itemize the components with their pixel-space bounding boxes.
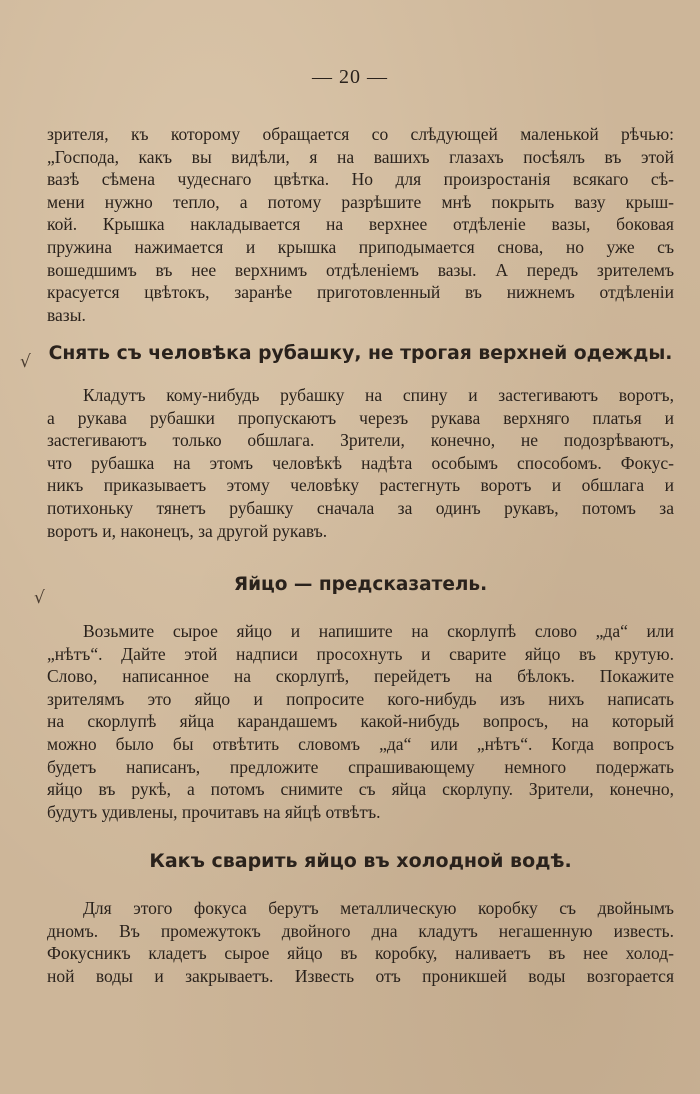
text-line: „Господа, какъ вы видѣли, я на вашихъ глазахъ посѣялъ въ этой	[47, 146, 674, 167]
text-line: будетъ написанъ, предложите спрашивающему немного подержать	[47, 756, 674, 777]
text-line: застегиваютъ только обшлага. Зрители, конечно, не подозрѣваютъ,	[47, 430, 674, 451]
text-line: зрителя, къ которому обращается со слѣдующей маленькой рѣчью:	[47, 124, 674, 144]
text-line: вазѣ сѣмена чудеснаго цвѣтка. Но для произростанія всякаго сѣ-	[47, 169, 674, 190]
text-line: вазы.	[47, 304, 86, 325]
text-line: ной воды и закрываетъ. Известь отъ проникшей воды возгорается	[47, 965, 674, 986]
text-line: никъ приказываетъ этому человѣку растегнуть воротъ и обшлага и	[47, 475, 674, 496]
text-line: будутъ удивлены, прочитавъ на яйцѣ отвѣтъ.	[47, 801, 381, 822]
section-heading-shirt: Снять съ человѣка рубашку, не трогая верхней одежды.	[48, 343, 673, 364]
margin-check-mark: √	[34, 588, 45, 608]
text-line: Фокусникъ кладетъ сырое яйцо въ коробку, наливаетъ въ нее холод-	[47, 943, 674, 964]
text-line: что рубашка на этомъ человѣкѣ надѣта особымъ способомъ. Фокус-	[47, 452, 674, 473]
paragraph-shirt-trick	[47, 384, 674, 542]
text-line: пружина нажимается и крышка приподымается снова, но уже съ	[47, 236, 674, 257]
text-line: потихоньку тянетъ рубашку сначала за одинъ рукавъ, потомъ за	[47, 497, 674, 518]
text-line: Для этого фокуса берутъ металлическую коробку съ двойнымъ	[83, 898, 674, 918]
text-line: Кладутъ кому-нибудь рубашку на спину и застегиваютъ воротъ,	[83, 385, 674, 405]
section-heading-egg-predictor: Яйцо — предсказатель.	[233, 574, 488, 595]
text-line: а рукава рубашки пропускаютъ черезъ рукава верхняго платья и	[47, 407, 674, 428]
section-heading-cold-water-egg: Какъ сварить яйцо въ холодной водѣ.	[149, 850, 572, 872]
text-line: на скорлупѣ яйца карандашемъ какой-нибудь вопросъ, на который	[47, 711, 674, 732]
text-line: Возьмите сырое яйцо и напишите на скорлупѣ слово „да“ или	[83, 621, 674, 641]
text-line: дномъ. Въ промежутокъ двойного дна кладутъ негашенную известь.	[47, 920, 674, 941]
text-line: вошедшимъ въ нее верхнимъ отдѣленіемъ вазы. А передъ зрителемъ	[47, 259, 674, 280]
text-line: мени нужно тепло, а потому разрѣшите мнѣ покрыть вазу крыш-	[47, 191, 674, 212]
paragraph-vase-trick-end	[47, 123, 674, 326]
text-line: кой. Крышка накладывается на верхнее отдѣленіе вазы, боковая	[47, 214, 674, 235]
page-number: — 20 —	[312, 66, 388, 88]
text-line: можно было бы отвѣтить словомъ „да“ или „нѣтъ“. Когда вопросъ	[47, 733, 674, 754]
text-line: Слово, написанное на скорлупѣ, перейдетъ на бѣлокъ. Покажите	[47, 666, 674, 687]
text-line: красуется цвѣтокъ, заранѣе приготовленный въ нижнемъ отдѣленіи	[47, 282, 674, 303]
margin-check-mark: √	[20, 352, 31, 372]
text-line: воротъ и, наконецъ, за другой рукавъ.	[47, 520, 328, 541]
paragraph-egg-predictor	[47, 620, 674, 823]
paragraph-cold-water-egg	[47, 897, 674, 987]
text-line: зрителямъ это яйцо и попросите кого-нибудь изъ нихъ написать	[47, 688, 674, 709]
text-line: яйцо въ рукѣ, а потомъ снимите съ яйца скорлупу. Зрители, конечно,	[47, 779, 674, 800]
text-line: „нѣтъ“. Дайте этой надписи просохнуть и сварите яйцо въ крутую.	[47, 643, 674, 664]
